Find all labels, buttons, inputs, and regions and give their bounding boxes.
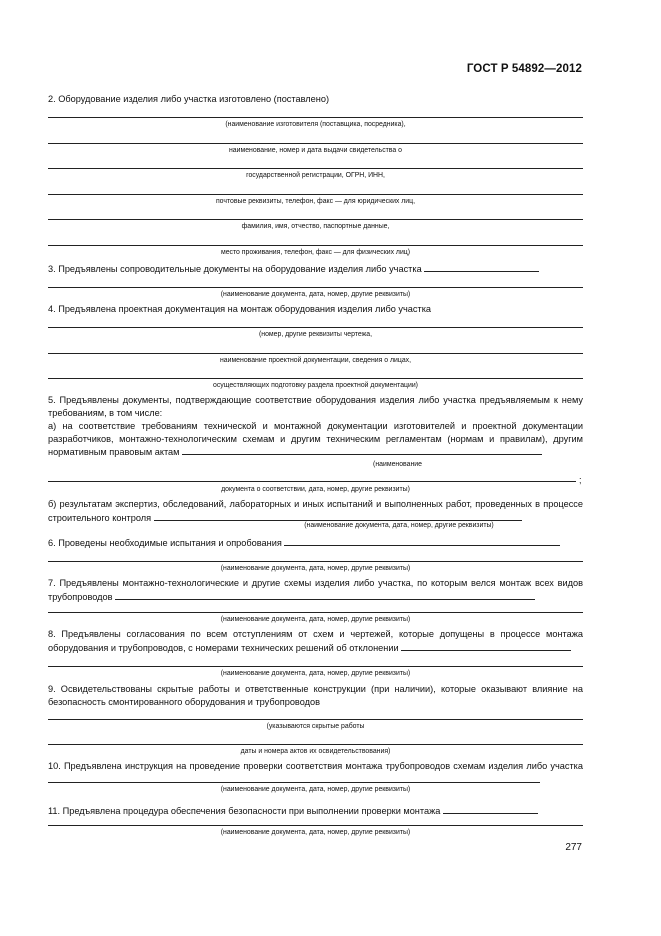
inline-fill-line[interactable] bbox=[443, 804, 538, 814]
section-8-title: 8. Предъявлены согласования по всем отступлениям от схем и чертежей, которые допущены в процессе монтажа оборудования и трубопроводов, с номерами технических решений об отклонении bbox=[48, 629, 583, 653]
field-caption: (наименование документа, дата, номер, другие реквизиты) bbox=[220, 565, 411, 572]
inline-fill-line[interactable] bbox=[182, 445, 542, 455]
fill-line[interactable] bbox=[48, 825, 583, 826]
field-caption: (наименование документа, дата, номер, другие реквизиты) bbox=[220, 670, 411, 677]
section-3-title: 3. Предъявлены сопроводительные документы на оборудование изделия либо участка bbox=[48, 262, 583, 276]
fill-line[interactable] bbox=[48, 327, 583, 328]
section-5-title: 5. Предъявлены документы, подтверждающие соответствие оборудования изделия либо участка предъявляемым к нему требованиям, в том числе: bbox=[48, 395, 583, 418]
field-caption: (номер, другие реквизиты чертежа, bbox=[258, 331, 372, 338]
fill-line[interactable] bbox=[48, 561, 583, 562]
inline-fill-line[interactable] bbox=[424, 262, 539, 272]
section-4-title: 4. Предъявлена проектная документация на монтаж оборудования изделия либо участка bbox=[48, 304, 432, 314]
fill-line[interactable] bbox=[48, 219, 583, 220]
field-caption: (наименование изготовителя (поставщика, посредника), bbox=[225, 121, 406, 128]
fill-line[interactable] bbox=[48, 117, 583, 118]
fill-line[interactable] bbox=[48, 353, 583, 354]
field-caption: место проживания, телефон, факс — для физических лиц) bbox=[220, 249, 411, 256]
field-caption: (наименование документа, дата, номер, другие реквизиты) bbox=[220, 786, 411, 793]
field-caption: государственной регистрации, ОГРН, ИНН, bbox=[246, 172, 385, 179]
field-caption: (наименование bbox=[373, 461, 422, 468]
section-5-item-a: а) на соответствие требованиям технической и монтажной документации изготовителей и проектной документации разработчиков, монтажно-технологическим схемам и другим техническим регламентам (нормам и правилам), другим нормативным правовым актам bbox=[48, 421, 583, 457]
field-caption: (наименование документа, дата, номер, другие реквизиты) bbox=[304, 522, 494, 529]
section-11-title: 11. Предъявлена процедура обеспечения безопасности при выполнении проверки монтажа bbox=[48, 804, 583, 818]
inline-fill-line[interactable] bbox=[284, 536, 560, 546]
fill-line[interactable] bbox=[48, 287, 583, 288]
page-number: 277 bbox=[565, 842, 582, 853]
standard-header: ГОСТ Р 54892—2012 bbox=[466, 63, 582, 75]
fill-line[interactable] bbox=[48, 481, 576, 482]
fill-line[interactable] bbox=[48, 666, 583, 667]
field-caption: (наименование документа, дата, номер, другие реквизиты) bbox=[220, 291, 411, 298]
field-caption: документа о соответствии, дата, номер, другие реквизиты) bbox=[221, 486, 410, 493]
fill-line[interactable] bbox=[48, 719, 583, 720]
section-5-item-b: б) результатам экспертиз, обследований, лабораторных и иных испытаний и выполненных работ, проведенных в процессе строительного контроля bbox=[48, 499, 583, 523]
section-9-title: 9. Освидетельствованы скрытые работы и ответственные конструкции (при наличии), которые оказывают влияние на безопасность смонтированного оборудования и трубопроводов bbox=[48, 684, 583, 707]
fill-line[interactable] bbox=[48, 168, 583, 169]
fill-line[interactable] bbox=[48, 744, 583, 745]
fill-line[interactable] bbox=[48, 143, 583, 144]
fill-line[interactable] bbox=[48, 245, 583, 246]
field-caption: почтовые реквизиты, телефон, факс — для юридических лиц, bbox=[215, 198, 416, 205]
field-caption: (указываются скрытые работы bbox=[266, 723, 365, 730]
fill-line[interactable] bbox=[48, 612, 583, 613]
section-10-title: 10. Предъявлена инструкция на проведение проверки соответствия монтажа трубопроводов схемам изделия либо участка bbox=[48, 760, 583, 786]
fill-line[interactable] bbox=[48, 194, 583, 195]
section-7-title: 7. Предъявлены монтажно-технологические и другие схемы изделия либо участка, по которым велся монтаж всех видов трубопроводов bbox=[48, 578, 583, 602]
inline-fill-line[interactable] bbox=[154, 511, 522, 521]
inline-fill-line[interactable] bbox=[115, 590, 535, 600]
field-caption: (наименование документа, дата, номер, другие реквизиты) bbox=[220, 829, 411, 836]
inline-fill-line[interactable] bbox=[401, 641, 571, 651]
field-caption: фамилия, имя, отчество, паспортные данные, bbox=[241, 223, 390, 230]
field-caption: (наименование документа, дата, номер, другие реквизиты) bbox=[220, 616, 411, 623]
field-caption: наименование, номер и дата выдачи свидетельства о bbox=[229, 147, 402, 154]
section-6-title: 6. Проведены необходимые испытания и опробования bbox=[48, 536, 583, 550]
semicolon: ; bbox=[579, 475, 582, 485]
section-2-title: 2. Оборудование изделия либо участка изготовлено (поставлено) bbox=[48, 94, 330, 104]
field-caption: даты и номера актов их освидетельствования) bbox=[240, 748, 391, 755]
field-caption: осуществляющих подготовку раздела проектной документации) bbox=[213, 382, 418, 389]
inline-fill-line[interactable] bbox=[48, 773, 540, 783]
field-caption: наименование проектной документации, сведения о лицах, bbox=[219, 357, 412, 364]
fill-line[interactable] bbox=[48, 378, 583, 379]
